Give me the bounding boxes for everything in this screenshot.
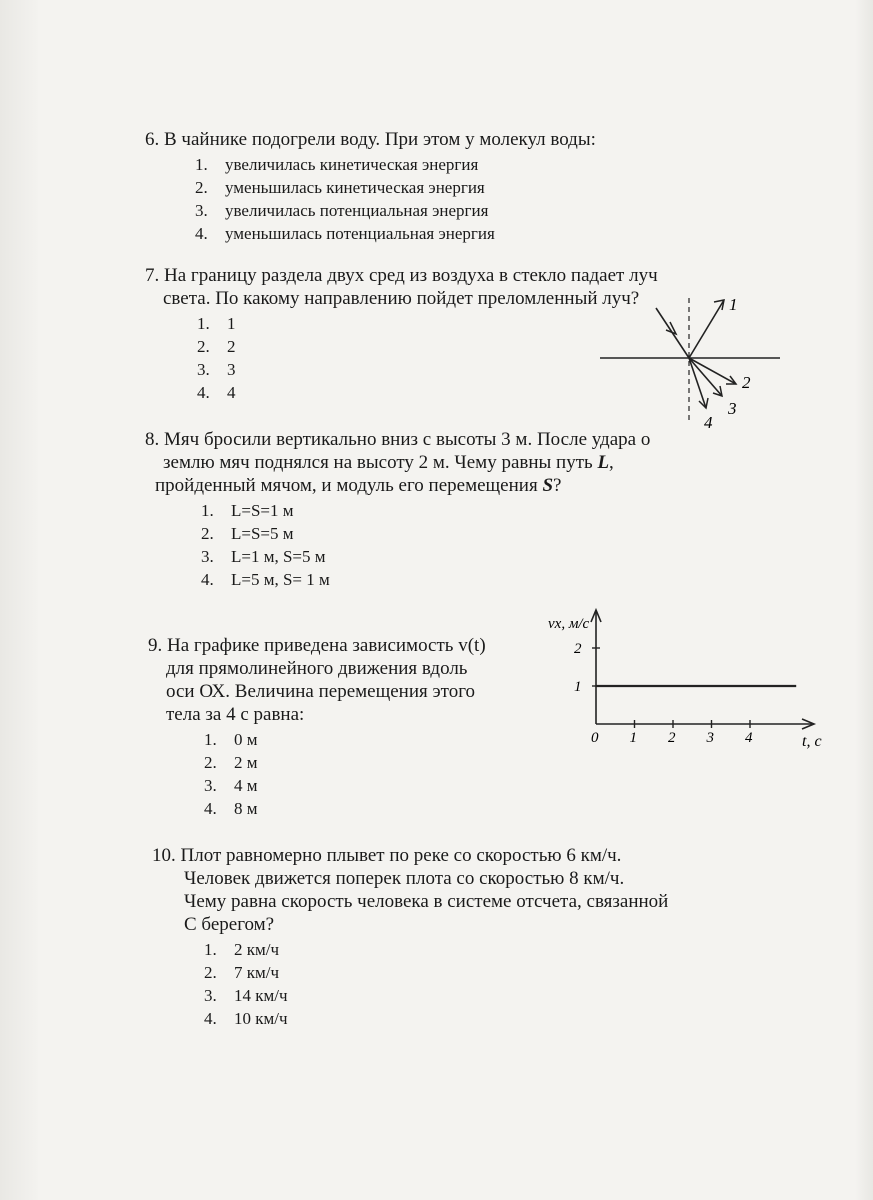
option: 4. уменьшилась потенциальная энергия (195, 224, 495, 243)
x-axis-label: t, c (802, 733, 822, 750)
option: 3. 14 км/ч (204, 986, 288, 1005)
option: 4. L=5 м, S= 1 м (201, 570, 330, 589)
question-8-number: 8. (145, 429, 160, 450)
option: 3. увеличилась потенциальная энергия (195, 201, 489, 220)
question-6-stem (145, 128, 785, 151)
ray-label-1: 1 (729, 295, 738, 314)
question-7-stem-line-2: света. По какому направлению пойдет преломленный луч? (163, 288, 640, 309)
question-8-stem-line-1: 8. Мяч бросили вертикально вниз с высоты 3 м. После удара о (145, 429, 651, 450)
x-tick-label: 1 (629, 730, 637, 746)
option: 1. увеличилась кинетическая энергия (195, 155, 479, 174)
question-10-stem-line-4: С берегом? (184, 914, 275, 935)
ray-label-4: 4 (704, 413, 713, 432)
option: 2. 2 м (204, 753, 258, 772)
question-9-stem-line-2: для прямолинейного движения вдоль (166, 658, 468, 679)
option: 1. 0 м (204, 730, 258, 749)
question-8-stem-line-3: пройденный мячом, и модуль его перемещения S? (155, 475, 562, 496)
page-right-edge (855, 0, 873, 1200)
refraction-diagram (596, 284, 786, 434)
question-10-stem-line-2: Человек движется поперек плота со скоростью 8 км/ч. (184, 868, 625, 889)
question-9-stem-line-4: тела за 4 с равна: (166, 704, 305, 725)
question-6 (145, 128, 785, 245)
velocity-time-chart (540, 600, 840, 760)
question-6-text: В чайнике подогрели воду. При этом у молекул воды: (164, 129, 596, 150)
option: 1. 1 (197, 314, 236, 333)
question-9-number: 9. (148, 635, 163, 656)
question-8 (145, 428, 725, 591)
question-9-stem-line-1: 9. На графике приведена зависимость v(t) (148, 635, 486, 656)
question-10-number: 10. (152, 845, 176, 866)
option: 1. L=S=1 м (201, 501, 294, 520)
question-10-options (204, 938, 752, 1030)
y-axis-label: vx, м/с (548, 616, 590, 632)
option: 2. 2 (197, 337, 236, 356)
x-tick-label: 4 (745, 730, 753, 746)
y-tick-label: 1 (574, 679, 582, 695)
question-9 (148, 634, 548, 820)
option: 2. уменьшилась кинетическая энергия (195, 178, 485, 197)
question-7-stem-line-1: 7. На границу раздела двух сред из воздуха в стекло падает луч (145, 265, 658, 286)
option: 2. 7 км/ч (204, 963, 280, 982)
option: 3. 4 м (204, 776, 258, 795)
option: 4. 10 км/ч (204, 1009, 288, 1028)
question-6-options (195, 153, 785, 245)
ray-label-2: 2 (742, 373, 751, 392)
question-9-stem-line-3: оси ОХ. Величина перемещения этого (166, 681, 476, 702)
ray-3 (689, 358, 722, 396)
question-10 (152, 844, 752, 1030)
question-9-options (204, 728, 548, 820)
y-tick-label: 2 (574, 641, 582, 657)
ray-label-3: 3 (728, 399, 737, 418)
page-left-edge (0, 0, 38, 1200)
option: 3. 3 (197, 360, 236, 379)
option: 4. 8 м (204, 799, 258, 818)
question-8-stem-line-2: землю мяч поднялся на высоту 2 м. Чему равны путь L, (163, 452, 614, 473)
question-10-stem-line-1: 10. Плот равномерно плывет по реке со скоростью 6 км/ч. (152, 845, 622, 866)
x-tick-label: 2 (668, 730, 676, 746)
question-6-number: 6. (145, 129, 160, 150)
option: 3. L=1 м, S=5 м (201, 547, 326, 566)
symbol-path: L (597, 452, 610, 473)
question-10-stem-line-3: Чему равна скорость человека в системе отсчета, связанной (184, 891, 669, 912)
option: 4. 4 (197, 383, 236, 402)
question-7-number: 7. (145, 265, 160, 286)
option: 2. L=S=5 м (201, 524, 294, 543)
symbol-displacement: S (542, 475, 554, 496)
option: 1. 2 км/ч (204, 940, 280, 959)
ray-1 (689, 300, 724, 358)
question-8-options (201, 499, 725, 591)
x-tick-label: 3 (706, 730, 714, 746)
x-tick-label: 0 (591, 730, 599, 746)
